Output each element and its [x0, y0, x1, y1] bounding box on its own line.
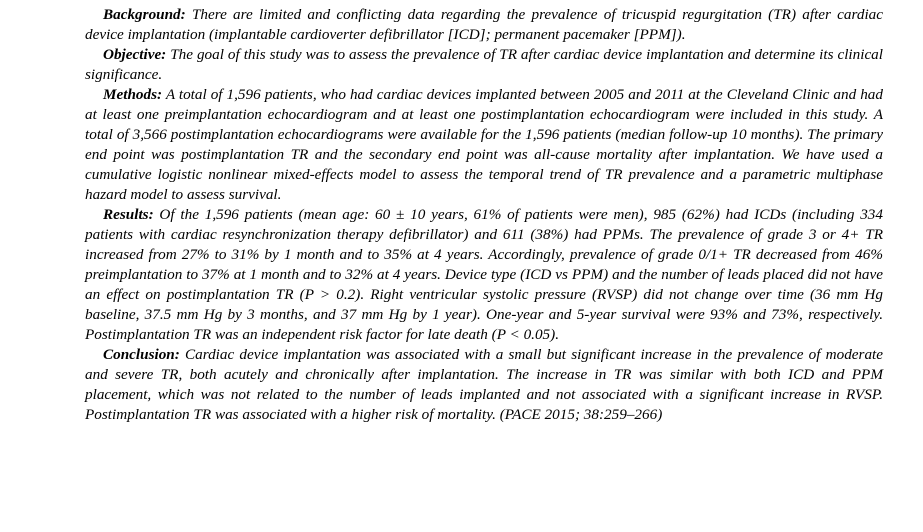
abstract-paragraph-results: [85, 205, 883, 345]
section-text-objective: The goal of this study was to assess the prevalence of TR after cardiac device implantation and determine its clinical significance.: [85, 46, 883, 83]
abstract-paragraph-background: [85, 5, 883, 45]
section-label-background: Background:: [103, 6, 186, 23]
section-text-methods: A total of 1,596 patients, who had cardiac devices implanted between 2005 and 2011 at the Cleveland Clinic and had at least one preimplantation echocardiogram and at least one postimplantation echocardiogram were included in this study. A total of 3,566 postimplantation echocardiograms were available for the 1,596 patients (median follow-up 10 months). The primary end point was postimplantation TR and the secondary end point was all-cause mortality after implantation. We have used a cumulative logistic nonlinear mixed-effects model to assess the temporal trend of TR prevalence and a parametric multiphase hazard model to assess survival.: [85, 86, 883, 203]
abstract-paragraph-methods: [85, 85, 883, 205]
abstract-body: [85, 0, 883, 425]
section-label-conclusion: Conclusion:: [103, 346, 180, 363]
abstract-paragraph-conclusion: [85, 345, 883, 425]
section-label-results: Results:: [103, 206, 154, 223]
section-text-conclusion: Cardiac device implantation was associated with a small but significant increase in the prevalence of moderate and severe TR, both acutely and chronically after implantation. The increase in TR was similar with both ICD and PPM placement, which was not related to the number of leads implanted and not associated with a significant increase in RVSP. Postimplantation TR was associated with a higher risk of mortality. (PACE 2015; 38:259–266): [85, 346, 883, 423]
abstract-paragraph-objective: [85, 45, 883, 85]
section-text-results: Of the 1,596 patients (mean age: 60 ± 10 years, 61% of patients were men), 985 (62%) had ICDs (including 334 patients with cardiac resynchronization therapy defibrillator) and 611 (38%) had PPMs. The prevalence of grade 3 or 4+ TR increased from 27% to 31% by 1 month and to 35% at 4 years. Accordingly, prevalence of grade 0/1+ TR decreased from 46% preimplantation to 37% at 1 month and to 32% at 4 years. Device type (ICD vs PPM) and the number of leads placed did not have an effect on postimplantation TR (P > 0.2). Right ventricular systolic pressure (RVSP) did not change over time (36 mm Hg baseline, 37.5 mm Hg by 3 months, and 37 mm Hg by 1 year). One-year and 5-year survival were 93% and 73%, respectively. Postimplantation TR was an independent risk factor for late death (P < 0.05).: [85, 206, 883, 343]
section-label-objective: Objective:: [103, 46, 167, 63]
section-text-background: There are limited and conflicting data regarding the prevalence of tricuspid regurgitation (TR) after cardiac device implantation (implantable cardioverter defibrillator [ICD]; permanent pacemaker [PPM]).: [85, 6, 884, 43]
section-label-methods: Methods:: [103, 86, 163, 103]
